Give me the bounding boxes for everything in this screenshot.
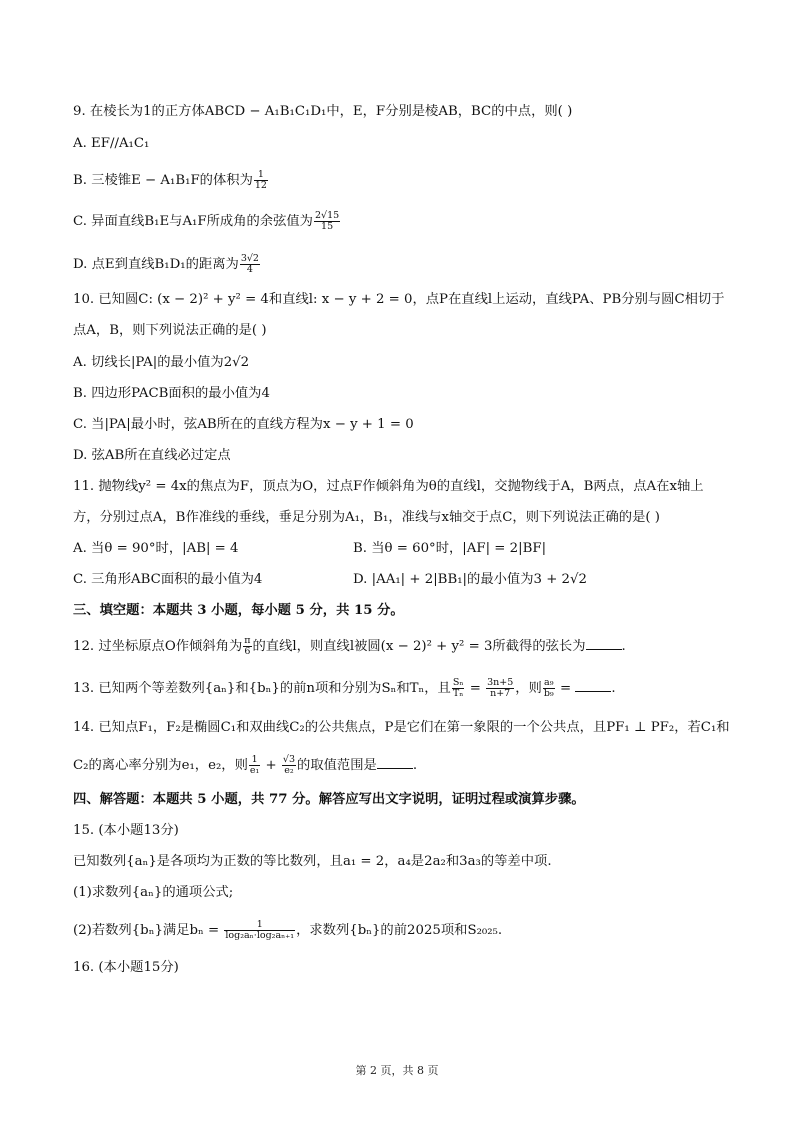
q11-stem-line2: 方，分别过点A，B作准线的垂线，垂足分别为A₁，B₁，准线与x轴交于点C，则下列说法正确的是( ) [73, 510, 660, 525]
fraction-numerator: 3√2 [240, 253, 259, 264]
q10-stem-line2: 点A，B，则下列说法正确的是( ) [73, 323, 267, 338]
q11-option-a: A. 当θ = 90°时，|AB| = 4 [73, 541, 239, 556]
fraction-denominator: e₂ [284, 765, 294, 776]
q11-stem-line1: 11. 抛物线y² = 4x的焦点为F，顶点为O，过点F作倾斜角为θ的直线l，交抛物线于A，B两点，点A在x轴上 [73, 479, 704, 494]
q15-part2-text-pre: (2)若数列{bₙ}满足bₙ = [73, 923, 224, 938]
fraction-numerator: π [244, 635, 251, 646]
q11-option-c: C. 三角形ABC面积的最小值为4 [73, 572, 263, 587]
q13-fraction-n [486, 678, 514, 699]
q12-fraction [243, 636, 251, 657]
q9-option-b [73, 170, 734, 191]
q11-option-d: D. |AA₁| + 2|BB₁|的最小值为3 + 2√2 [353, 572, 587, 587]
q15-part2 [73, 920, 734, 941]
q9-option-c [73, 211, 734, 232]
q13-text-post: = [555, 681, 576, 696]
q14-text-post: 的取值范围是 [297, 758, 377, 773]
fraction-denominator: 12 [254, 180, 267, 191]
fraction-denominator: e₁ [249, 765, 260, 776]
q15-part2-text-post: ，求数列{bₙ}的前2025项和S₂₀₂₅. [296, 923, 503, 938]
q12-text-pre: 12. 过坐标原点O作倾斜角为 [73, 639, 243, 654]
q9-option-c-text: C. 异面直线B₁E与A₁F所成角的余弦值为 [73, 214, 313, 229]
q13-text-pre: 13. 已知两个等差数列{aₙ}和{bₙ}的前n项和分别为Sₙ和Tₙ，且 [73, 681, 451, 696]
q10-stem-line1: 10. 已知圆C: (x − 2)² + y² = 4和直线l: x − y + 2 = 0，点P在直线l上运动，直线PA、PB分别与圆C相切于 [73, 292, 725, 307]
q14-fraction-2 [282, 755, 296, 776]
q9-option-a: A. EF//A₁C₁ [73, 136, 150, 151]
q12-answer-blank[interactable] [586, 637, 622, 650]
q13-fraction-a-b [543, 678, 555, 699]
q9-option-d [73, 254, 734, 275]
q9-option-d-fraction [240, 254, 260, 275]
fraction-numerator: 3n+5 [487, 677, 514, 688]
q14-text-end: . [412, 758, 418, 773]
page-footer: 第 2 页，共 8 页 [355, 1064, 439, 1077]
q9-option-d-text: D. 点E到直线B₁D₁的距离为 [73, 257, 239, 272]
q15-stem: 已知数列{aₙ}是各项均为正数的等比数列，且a₁ = 2，a₄是2a₂和3a₃的等差中项. [73, 854, 552, 869]
fraction-numerator: 1 [249, 755, 260, 766]
section-4-heading: 四、解答题：本题共 5 小题，共 77 分。解答应写出文字说明，证明过程或演算步骤。 [73, 792, 585, 807]
fraction-numerator: 1 [254, 170, 268, 181]
q13 [73, 678, 734, 699]
q14-fraction-1 [249, 755, 260, 776]
q11-options-row1 [73, 539, 734, 559]
q9-stem: 9. 在棱长为1的正方体ABCD − A₁B₁C₁D₁中，E，F分别是棱AB，BC的中点，则( ) [73, 104, 573, 119]
fraction-denominator: log₂aₙ·log₂aₙ₊₁ [225, 930, 295, 941]
q11-options-row2 [73, 570, 734, 590]
fraction-denominator: b₉ [543, 688, 554, 699]
fraction-numerator: 1 [224, 920, 295, 931]
q9-option-c-fraction [314, 211, 340, 232]
q14-text-pre: C₂的离心率分别为e₁，e₂，则 [73, 758, 248, 773]
fraction-denominator: 4 [246, 264, 253, 275]
q13-answer-blank[interactable] [575, 679, 611, 692]
fraction-denominator: 6 [244, 646, 251, 657]
fraction-numerator: √3 [282, 754, 296, 765]
q9-option-b-text: B. 三棱锥E − A₁B₁F的体积为 [73, 173, 253, 188]
q9-option-b-fraction [254, 170, 268, 191]
q16-heading: 16. (本小题15分) [73, 960, 179, 975]
q12 [73, 636, 734, 657]
q13-text-mid: ，则 [515, 681, 542, 696]
q12-text-end: . [621, 639, 626, 654]
q14-answer-blank[interactable] [377, 756, 413, 769]
q10-option-a: A. 切线长|PA|的最小值为2√2 [73, 355, 250, 370]
q15-part2-fraction [224, 920, 295, 941]
q13-fraction-s-t [452, 678, 465, 699]
q14-stem-line2 [73, 755, 734, 776]
q10-option-b: B. 四边形PACB面积的最小值为4 [73, 386, 270, 401]
q13-equals: = [465, 681, 486, 696]
q15-part1: (1)求数列{aₙ}的通项公式; [73, 885, 234, 900]
fraction-denominator: n+7 [490, 688, 511, 699]
fraction-denominator: 15 [321, 221, 334, 232]
fraction-numerator: a₉ [544, 677, 554, 688]
q11-option-b: B. 当θ = 60°时，|AF| = 2|BF| [353, 541, 547, 556]
q12-text-post: 的直线l，则直线l被圆(x − 2)² + y² = 3所截得的弦长为 [252, 639, 586, 654]
q13-text-end: . [611, 681, 616, 696]
section-3-heading: 三、填空题：本题共 3 小题，每小题 5 分，共 15 分。 [73, 603, 404, 618]
q10-option-d: D. 弦AB所在直线必过定点 [73, 448, 231, 463]
fraction-denominator: Tₙ [452, 688, 464, 699]
q10-option-c: C. 当|PA|最小时，弦AB所在的直线方程为x − y + 1 = 0 [73, 417, 414, 432]
fraction-numerator: 2√15 [314, 210, 340, 221]
q15-heading: 15. (本小题13分) [73, 823, 179, 838]
q14-stem-line1: 14. 已知点F₁，F₂是椭圆C₁和双曲线C₂的公共焦点，P是它们在第一象限的一个公共点，且PF₁ ⊥ PF₂，若C₁和 [73, 720, 730, 735]
fraction-numerator: Sₙ [452, 677, 464, 688]
q14-plus: + [261, 758, 281, 773]
